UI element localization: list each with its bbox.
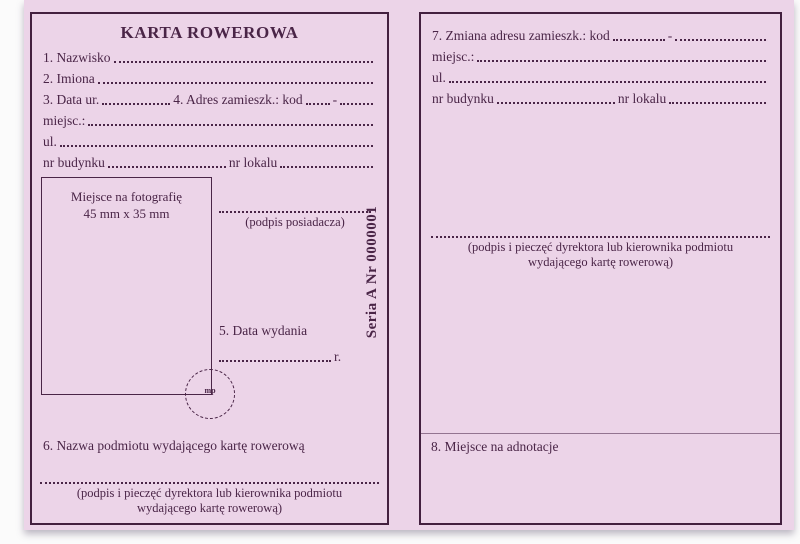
- field-adres-label: 4. Adres zamieszk.: kod: [173, 92, 303, 107]
- issuer-name-label: 6. Nazwa podmiotu wydającego kartę rowerową: [43, 438, 305, 453]
- field-back-nr-budynku-line: [497, 102, 615, 104]
- photo-caption-line1: Miejsce na fotografię: [70, 189, 183, 204]
- field-data-ur-label: 3. Data ur.: [43, 92, 100, 107]
- issue-date-line-row: [219, 346, 371, 366]
- stamp-label: mp: [204, 385, 216, 395]
- field-back-ul: [432, 66, 769, 87]
- card-title: KARTA ROWEROWA: [120, 23, 299, 42]
- back-issuer-signature-caption-2: wydającego kartę rowerową): [527, 255, 674, 269]
- card-front-panel: [30, 12, 389, 525]
- field-back-miejsc: [432, 45, 769, 66]
- annotations-label: 8. Miejsce na adnotacje: [431, 439, 559, 454]
- field-kod-line2: [340, 103, 373, 105]
- issue-date-year-suffix: r.: [334, 349, 342, 364]
- stamp-circle: [185, 369, 235, 419]
- field-ul: [43, 130, 376, 151]
- field-zmiana-adresu: [432, 24, 769, 45]
- holder-signature-line: [219, 202, 371, 213]
- photo-caption-line2: 45 mm x 35 mm: [83, 206, 170, 221]
- field-ul-label: ul.: [43, 134, 57, 149]
- annotations-divider: [421, 433, 780, 434]
- field-back-ul-label: ul.: [432, 70, 446, 85]
- field-nr-lokalu-line: [280, 166, 373, 168]
- kod-dash: -: [332, 92, 338, 107]
- field-back-nr-budynku-label: nr budynku: [432, 91, 494, 106]
- card-back-panel: [419, 12, 782, 525]
- field-back-miejsc-line: [477, 60, 766, 62]
- field-nr-budynku-label: nr budynku: [43, 155, 105, 170]
- field-back-nr-budynku: [432, 87, 769, 108]
- front-issuer-signature-line: [40, 475, 379, 484]
- field-miejsc: [43, 109, 376, 130]
- back-fields: [432, 24, 769, 108]
- card-sheet: [24, 0, 794, 530]
- field-ul-line: [60, 145, 373, 147]
- photo-placeholder-box: [41, 177, 212, 395]
- field-nazwisko-label: 1. Nazwisko: [43, 50, 111, 65]
- field-data-ur-line: [102, 103, 170, 105]
- field-back-nr-lokalu-line: [669, 102, 766, 104]
- issue-date-line: [219, 360, 331, 362]
- field-nazwisko-line: [114, 61, 374, 63]
- field-nr-lokalu-label: nr lokalu: [228, 155, 278, 170]
- field-zmiana-kod-line1: [613, 39, 665, 41]
- field-data-ur-adres: [43, 88, 376, 109]
- back-issuer-signature-caption-1: (podpis i pieczęć dyrektora lub kierownika podmiotu: [467, 240, 734, 254]
- field-imiona-label: 2. Imiona: [43, 71, 95, 86]
- field-nr-budynku: [43, 151, 376, 172]
- back-issuer-signature-line: [431, 229, 770, 238]
- field-nr-budynku-line: [108, 166, 226, 168]
- field-imiona-line: [98, 82, 373, 84]
- field-kod-line1: [306, 103, 330, 105]
- serial-number: Seria A Nr 0000001: [364, 205, 380, 339]
- front-issuer-signature-block: [40, 475, 379, 516]
- front-issuer-signature-caption-1: (podpis i pieczęć dyrektora lub kierownika podmiotu: [76, 486, 343, 500]
- issue-date-label: 5. Data wydania: [219, 323, 308, 338]
- zmiana-kod-dash: -: [667, 28, 673, 43]
- issue-date-block: [219, 321, 371, 366]
- field-back-nr-lokalu-label: nr lokalu: [617, 91, 667, 106]
- holder-signature-caption: (podpis posiadacza): [245, 215, 345, 229]
- field-nazwisko: [43, 46, 376, 67]
- field-miejsc-label: miejsc.:: [43, 113, 86, 128]
- field-miejsc-line: [88, 124, 373, 126]
- field-back-miejsc-label: miejsc.:: [432, 49, 475, 64]
- front-issuer-signature-caption-2: wydającego kartę rowerową): [136, 501, 283, 515]
- field-zmiana-adresu-label: 7. Zmiana adresu zamieszk.: kod: [432, 28, 610, 43]
- field-zmiana-kod-line2: [675, 39, 766, 41]
- front-fields: [43, 46, 376, 172]
- back-issuer-signature-block: [431, 229, 770, 270]
- holder-signature-block: [219, 202, 371, 230]
- field-imiona: [43, 67, 376, 88]
- field-back-ul-line: [449, 81, 766, 83]
